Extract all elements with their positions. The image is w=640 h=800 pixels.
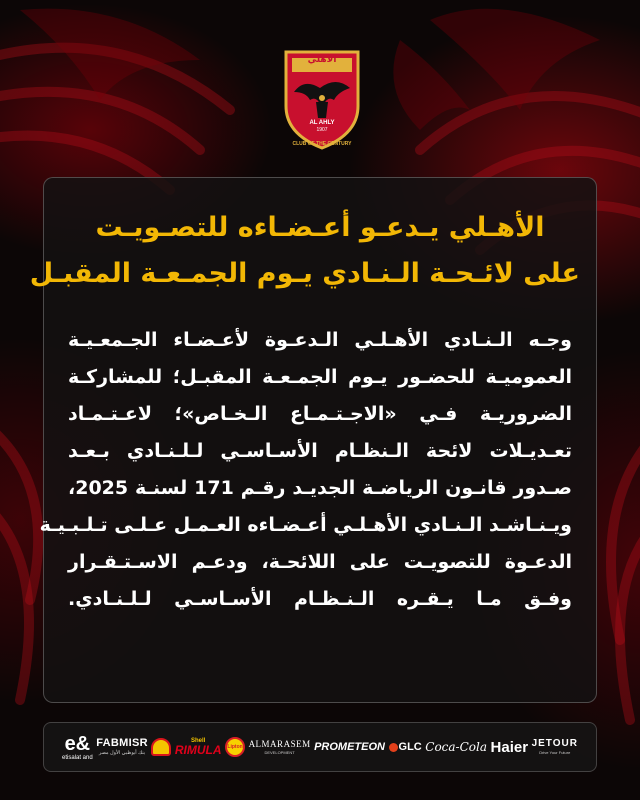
sponsor-fabmisr-logo <box>96 738 148 756</box>
rimula-shell-text: Shell <box>191 738 206 744</box>
lipton-badge-icon: Lipton <box>225 737 245 757</box>
crest-motto: CLUB OF THE CENTURY <box>292 141 352 147</box>
almarasem-mark: ALMARASEM <box>248 738 311 749</box>
shell-pecten-icon <box>151 738 171 756</box>
prometeon-mark: PROMETEON <box>314 740 385 753</box>
body-line: العموميـة للحضـور يـوم الجمـعـة المقبـل؛ للمشاركـة <box>68 366 572 388</box>
sponsor-lipton-logo <box>225 737 245 757</box>
headline-line-1: الأهـلي يـدعـو أعـضـاءه للتصـويـت <box>95 212 545 243</box>
body-line: الضروريـة فـي «الاجـتـمـاع الـخـاص»؛ لاعـتـمـاد <box>68 403 572 425</box>
body-line: وجـه الـنـادي الأهـلـي الـدعـوة لأعـضـاء الجـمعـيـة <box>68 329 572 351</box>
sponsors-bar <box>43 722 597 772</box>
jetour-sub: Drive Your Future <box>539 750 571 755</box>
sponsor-almarasem-logo <box>249 740 311 755</box>
al-ahly-crest <box>280 48 364 152</box>
announcement-body <box>39 322 572 618</box>
body-line: وفـق مـا يـقـره الـنـظـام الأسـاسـي لـلـنـادي. <box>68 588 572 610</box>
body-line: ويـنـاشـد الـنـادي الأهـلـي أعـضـاءه العـمـل عـلـى تـلـبـيـة <box>39 514 572 536</box>
body-line: صـدور قانـون الرياضـة الجديـد رقـم 171 لسنـة 2025، <box>68 477 572 499</box>
sponsor-glc-logo <box>389 742 422 753</box>
crest-year: 1907 <box>316 127 328 133</box>
rimula-mark: RIMULA <box>174 743 222 757</box>
almarasem-sub: DEVELOPMENT <box>264 749 295 755</box>
sponsor-haier-logo <box>491 740 529 755</box>
sponsor-etisalat-logo <box>62 734 93 761</box>
headline-line-2: على لائـحـة الـنـادي يـوم الجمـعـة المقبـل <box>29 258 580 289</box>
cocacola-mark: Coca-Cola <box>425 740 487 754</box>
sponsor-rimula-logo <box>175 738 222 756</box>
etisalat-name: etisalat and <box>62 754 93 761</box>
body-line: الدعـوة للتصويـت على اللائحـة، ودعـم الاسـتـقـرار <box>68 551 572 573</box>
sponsor-prometeon-logo <box>314 742 385 753</box>
etisalat-mark: e& <box>64 732 91 755</box>
jetour-mark: JETOUR <box>531 738 578 749</box>
sponsor-shell-logo <box>151 738 171 756</box>
glc-mark: GLC <box>398 740 422 753</box>
haier-mark: Haier <box>490 738 529 756</box>
fabmisr-sub: بنك أبوظبي الأول مصر <box>98 750 146 756</box>
sponsor-cocacola-logo <box>425 741 487 753</box>
crest-arabic-text: الأهلي <box>307 55 337 65</box>
fabmisr-mark: FABMISR <box>96 737 148 749</box>
glc-dot-icon <box>389 743 398 752</box>
sponsor-jetour-logo <box>532 739 578 755</box>
crest-name: AL AHLY <box>309 120 335 126</box>
body-line: تعـديـلات لائحة الـنظـام الأسـاسـي لـلـنـادي بـعـد <box>68 440 572 462</box>
